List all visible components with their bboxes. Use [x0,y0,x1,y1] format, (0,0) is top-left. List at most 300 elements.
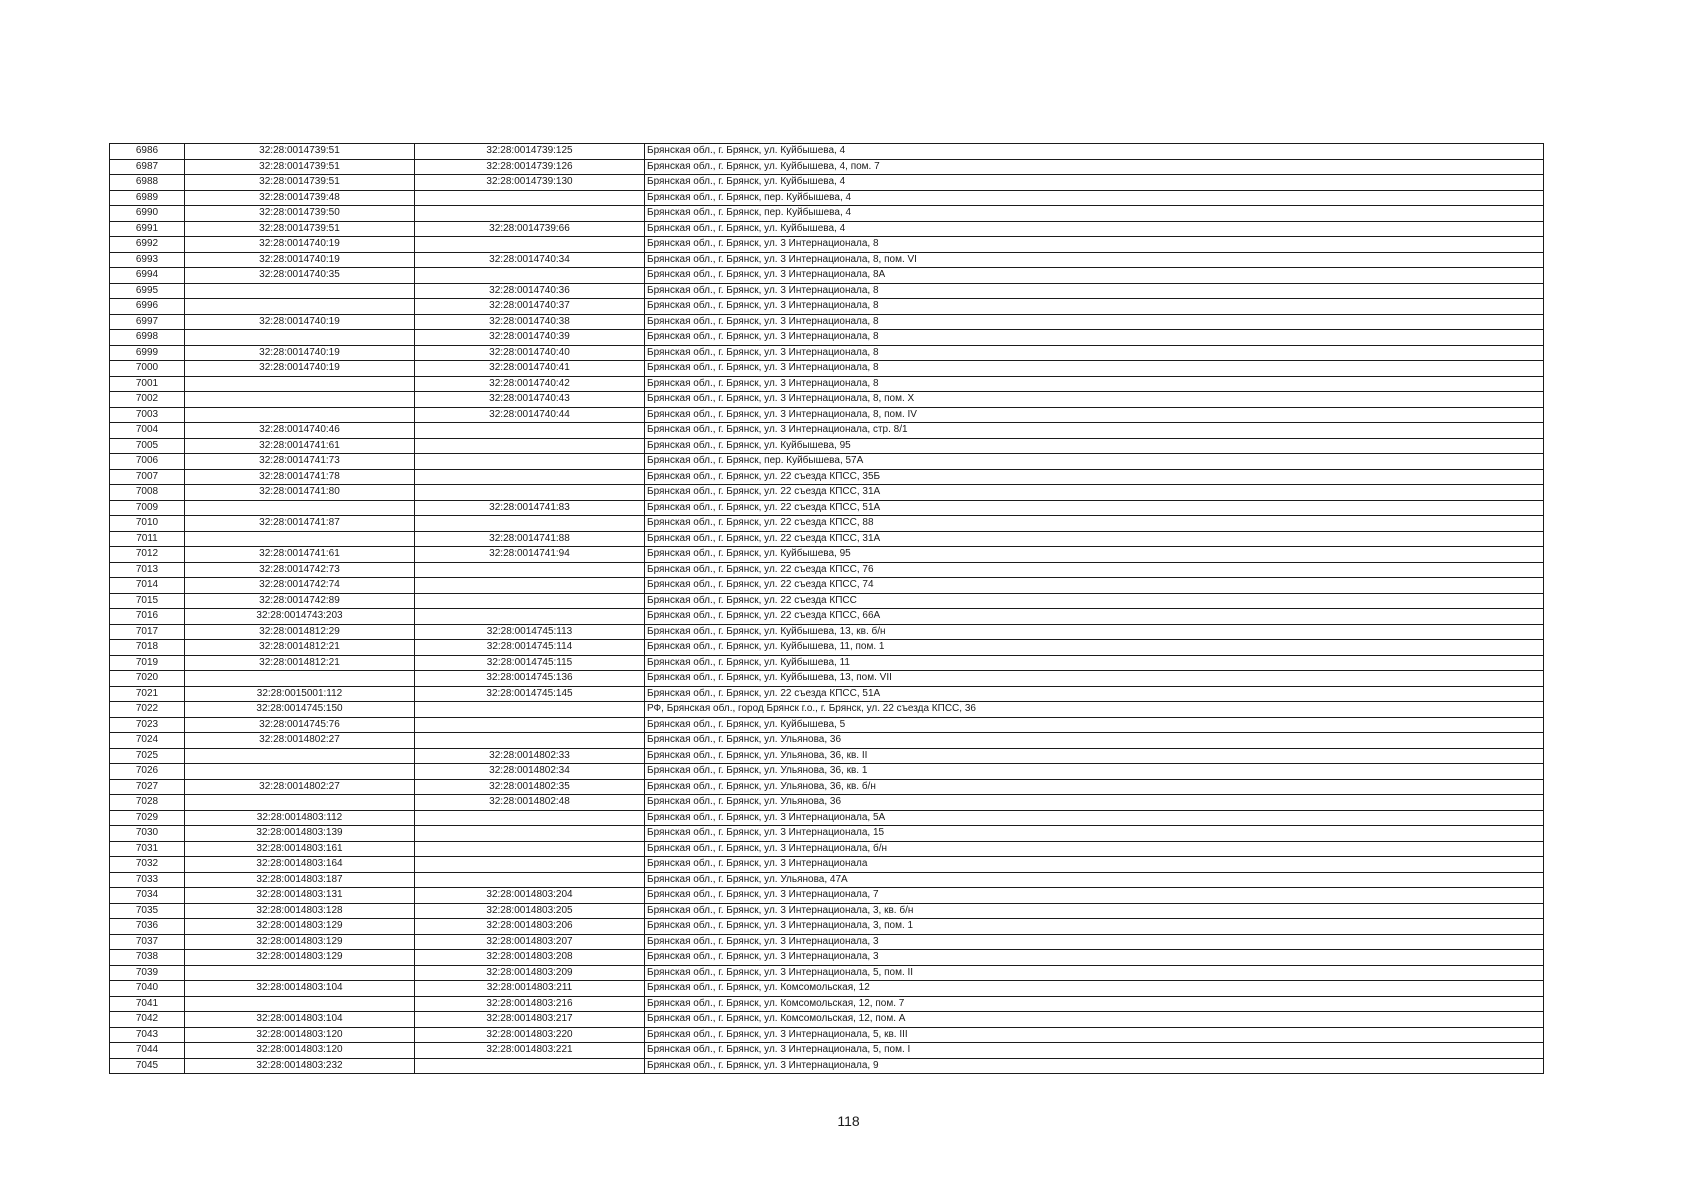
row-number-cell: 6991 [110,221,185,237]
parcel-cadastral-number-cell: 32:28:0014802:27 [185,733,415,749]
parcel-cadastral-number-cell: 32:28:0014739:50 [185,206,415,222]
object-cadastral-number-cell [415,485,645,501]
row-number-cell: 7034 [110,888,185,904]
table-row [110,1027,1544,1043]
table-row [110,190,1544,206]
object-cadastral-number-cell: 32:28:0014802:33 [415,748,645,764]
table-row [110,624,1544,640]
object-cadastral-number-cell: 32:28:0014741:83 [415,500,645,516]
parcel-cadastral-number-cell: 32:28:0014745:150 [185,702,415,718]
address-cell: Брянская обл., г. Брянск, ул. 3 Интернационала, 5, пом. II [645,965,1544,981]
parcel-cadastral-number-cell: 32:28:0014745:76 [185,717,415,733]
table-row [110,252,1544,268]
object-cadastral-number-cell: 32:28:0014740:44 [415,407,645,423]
row-number-cell: 7041 [110,996,185,1012]
parcel-cadastral-number-cell: 32:28:0014741:78 [185,469,415,485]
address-cell: Брянская обл., г. Брянск, ул. Куйбышева, 4, пом. 7 [645,159,1544,175]
row-number-cell: 7018 [110,640,185,656]
table-row [110,469,1544,485]
table-row [110,578,1544,594]
row-number-cell: 7005 [110,438,185,454]
table-row [110,206,1544,222]
address-cell: Брянская обл., г. Брянск, ул. 3 Интернационала, стр. 8/1 [645,423,1544,439]
table-row [110,485,1544,501]
parcel-cadastral-number-cell [185,671,415,687]
table-row [110,175,1544,191]
table-row [110,965,1544,981]
row-number-cell: 7036 [110,919,185,935]
registry-table-body [110,144,1544,1074]
table-row [110,702,1544,718]
row-number-cell: 7011 [110,531,185,547]
table-row [110,795,1544,811]
table-row [110,779,1544,795]
object-cadastral-number-cell: 32:28:0014740:34 [415,252,645,268]
table-row [110,841,1544,857]
row-number-cell: 6995 [110,283,185,299]
table-row [110,345,1544,361]
table-row [110,392,1544,408]
parcel-cadastral-number-cell [185,330,415,346]
parcel-cadastral-number-cell: 32:28:0014739:51 [185,144,415,160]
object-cadastral-number-cell [415,841,645,857]
row-number-cell: 7042 [110,1012,185,1028]
object-cadastral-number-cell: 32:28:0014803:217 [415,1012,645,1028]
object-cadastral-number-cell [415,702,645,718]
address-cell: Брянская обл., г. Брянск, ул. Куйбышева, 4 [645,221,1544,237]
address-cell: Брянская обл., г. Брянск, пер. Куйбышева, 4 [645,190,1544,206]
row-number-cell: 7030 [110,826,185,842]
address-cell: Брянская обл., г. Брянск, ул. 3 Интернационала, 8А [645,268,1544,284]
parcel-cadastral-number-cell: 32:28:0014803:104 [185,1012,415,1028]
object-cadastral-number-cell: 32:28:0014803:207 [415,934,645,950]
row-number-cell: 7020 [110,671,185,687]
table-row [110,423,1544,439]
address-cell: Брянская обл., г. Брянск, ул. 22 съезда КПСС, 31А [645,531,1544,547]
address-cell: Брянская обл., г. Брянск, ул. 3 Интернационала, 3 [645,934,1544,950]
address-cell: Брянская обл., г. Брянск, ул. Куйбышева, 13, пом. VII [645,671,1544,687]
table-row [110,144,1544,160]
address-cell: Брянская обл., г. Брянск, ул. Ульянова, 47А [645,872,1544,888]
row-number-cell: 7006 [110,454,185,470]
row-number-cell: 6996 [110,299,185,315]
address-cell: Брянская обл., г. Брянск, ул. Ульянова, 36 [645,795,1544,811]
object-cadastral-number-cell: 32:28:0014739:66 [415,221,645,237]
address-cell: Брянская обл., г. Брянск, ул. 22 съезда КПСС, 74 [645,578,1544,594]
parcel-cadastral-number-cell [185,283,415,299]
address-cell: Брянская обл., г. Брянск, ул. 3 Интернационала, 5, пом. I [645,1043,1544,1059]
table-row [110,314,1544,330]
parcel-cadastral-number-cell: 32:28:0014803:164 [185,857,415,873]
object-cadastral-number-cell [415,578,645,594]
address-cell: Брянская обл., г. Брянск, ул. 3 Интернационала, 8 [645,314,1544,330]
object-cadastral-number-cell: 32:28:0014803:205 [415,903,645,919]
row-number-cell: 7025 [110,748,185,764]
table-row [110,764,1544,780]
row-number-cell: 7029 [110,810,185,826]
parcel-cadastral-number-cell [185,748,415,764]
parcel-cadastral-number-cell [185,407,415,423]
table-row [110,655,1544,671]
row-number-cell: 7039 [110,965,185,981]
row-number-cell: 7022 [110,702,185,718]
object-cadastral-number-cell [415,872,645,888]
object-cadastral-number-cell [415,810,645,826]
parcel-cadastral-number-cell: 32:28:0014741:73 [185,454,415,470]
registry-table [109,143,1544,1074]
table-row [110,562,1544,578]
object-cadastral-number-cell: 32:28:0014740:39 [415,330,645,346]
parcel-cadastral-number-cell: 32:28:0014803:131 [185,888,415,904]
row-number-cell: 6997 [110,314,185,330]
row-number-cell: 7007 [110,469,185,485]
table-row [110,376,1544,392]
object-cadastral-number-cell [415,857,645,873]
address-cell: Брянская обл., г. Брянск, ул. 3 Интернационала, 5, кв. III [645,1027,1544,1043]
object-cadastral-number-cell [415,733,645,749]
parcel-cadastral-number-cell: 32:28:0014740:19 [185,361,415,377]
table-row [110,996,1544,1012]
table-row [110,407,1544,423]
object-cadastral-number-cell: 32:28:0014745:113 [415,624,645,640]
parcel-cadastral-number-cell: 32:28:0014803:129 [185,934,415,950]
parcel-cadastral-number-cell: 32:28:0014739:51 [185,159,415,175]
address-cell: Брянская обл., г. Брянск, ул. 3 Интернационала, 8, пом. VI [645,252,1544,268]
parcel-cadastral-number-cell: 32:28:0014803:120 [185,1027,415,1043]
row-number-cell: 6989 [110,190,185,206]
object-cadastral-number-cell [415,438,645,454]
parcel-cadastral-number-cell [185,996,415,1012]
parcel-cadastral-number-cell: 32:28:0014742:89 [185,593,415,609]
table-row [110,1012,1544,1028]
object-cadastral-number-cell [415,717,645,733]
row-number-cell: 7033 [110,872,185,888]
object-cadastral-number-cell [415,609,645,625]
address-cell: Брянская обл., г. Брянск, ул. 3 Интернационала, 8 [645,361,1544,377]
object-cadastral-number-cell: 32:28:0014741:94 [415,547,645,563]
table-row [110,547,1544,563]
object-cadastral-number-cell: 32:28:0014740:40 [415,345,645,361]
parcel-cadastral-number-cell [185,531,415,547]
table-row [110,671,1544,687]
row-number-cell: 7027 [110,779,185,795]
address-cell: Брянская обл., г. Брянск, ул. Ульянова, 36, кв. II [645,748,1544,764]
row-number-cell: 6993 [110,252,185,268]
address-cell: Брянская обл., г. Брянск, ул. 3 Интернационала, 8 [645,330,1544,346]
row-number-cell: 7001 [110,376,185,392]
object-cadastral-number-cell: 32:28:0014803:206 [415,919,645,935]
address-cell: Брянская обл., г. Брянск, ул. Куйбышева, 11, пом. 1 [645,640,1544,656]
object-cadastral-number-cell: 32:28:0014803:208 [415,950,645,966]
parcel-cadastral-number-cell: 32:28:0014803:187 [185,872,415,888]
row-number-cell: 6988 [110,175,185,191]
table-row [110,361,1544,377]
address-cell: Брянская обл., г. Брянск, ул. Куйбышева, 95 [645,438,1544,454]
address-cell: Брянская обл., г. Брянск, ул. 22 съезда КПСС, 76 [645,562,1544,578]
table-row [110,934,1544,950]
parcel-cadastral-number-cell: 32:28:0014740:19 [185,345,415,361]
table-row [110,888,1544,904]
table-row [110,221,1544,237]
table-row [110,299,1544,315]
row-number-cell: 7035 [110,903,185,919]
row-number-cell: 7012 [110,547,185,563]
object-cadastral-number-cell: 32:28:0014803:220 [415,1027,645,1043]
row-number-cell: 6998 [110,330,185,346]
object-cadastral-number-cell [415,268,645,284]
parcel-cadastral-number-cell: 32:28:0014803:232 [185,1058,415,1074]
row-number-cell: 7043 [110,1027,185,1043]
parcel-cadastral-number-cell: 32:28:0014803:129 [185,950,415,966]
table-row [110,438,1544,454]
parcel-cadastral-number-cell: 32:28:0014740:35 [185,268,415,284]
object-cadastral-number-cell: 32:28:0014803:209 [415,965,645,981]
table-row [110,826,1544,842]
table-row [110,159,1544,175]
object-cadastral-number-cell [415,190,645,206]
row-number-cell: 7032 [110,857,185,873]
object-cadastral-number-cell: 32:28:0014740:42 [415,376,645,392]
table-row [110,1043,1544,1059]
parcel-cadastral-number-cell: 32:28:0014740:19 [185,314,415,330]
object-cadastral-number-cell [415,562,645,578]
parcel-cadastral-number-cell: 32:28:0014803:128 [185,903,415,919]
address-cell: Брянская обл., г. Брянск, ул. Комсомольская, 12, пом. А [645,1012,1544,1028]
parcel-cadastral-number-cell: 32:28:0014802:27 [185,779,415,795]
parcel-cadastral-number-cell: 32:28:0014739:51 [185,175,415,191]
address-cell: Брянская обл., г. Брянск, ул. 22 съезда КПСС [645,593,1544,609]
parcel-cadastral-number-cell: 32:28:0014740:19 [185,252,415,268]
object-cadastral-number-cell: 32:28:0014740:37 [415,299,645,315]
table-row [110,810,1544,826]
row-number-cell: 7021 [110,686,185,702]
address-cell: Брянская обл., г. Брянск, ул. 3 Интернационала, 3, пом. 1 [645,919,1544,935]
object-cadastral-number-cell: 32:28:0014740:43 [415,392,645,408]
table-row [110,981,1544,997]
object-cadastral-number-cell [415,1058,645,1074]
table-row [110,531,1544,547]
address-cell: Брянская обл., г. Брянск, ул. Ульянова, 36 [645,733,1544,749]
address-cell: Брянская обл., г. Брянск, ул. 22 съезда КПСС, 88 [645,516,1544,532]
object-cadastral-number-cell: 32:28:0014741:88 [415,531,645,547]
parcel-cadastral-number-cell [185,965,415,981]
parcel-cadastral-number-cell: 32:28:0014741:80 [185,485,415,501]
row-number-cell: 6986 [110,144,185,160]
row-number-cell: 7016 [110,609,185,625]
parcel-cadastral-number-cell [185,392,415,408]
row-number-cell: 7019 [110,655,185,671]
object-cadastral-number-cell [415,237,645,253]
address-cell: Брянская обл., г. Брянск, ул. 3 Интернационала, 5А [645,810,1544,826]
parcel-cadastral-number-cell: 32:28:0014742:73 [185,562,415,578]
address-cell: Брянская обл., г. Брянск, ул. 22 съезда КПСС, 51А [645,686,1544,702]
address-cell: Брянская обл., г. Брянск, ул. 3 Интернационала, 15 [645,826,1544,842]
address-cell: Брянская обл., г. Брянск, ул. 3 Интернационала, б/н [645,841,1544,857]
parcel-cadastral-number-cell: 32:28:0014739:51 [185,221,415,237]
parcel-cadastral-number-cell [185,500,415,516]
parcel-cadastral-number-cell: 32:28:0014803:139 [185,826,415,842]
address-cell: Брянская обл., г. Брянск, ул. Куйбышева, 4 [645,144,1544,160]
object-cadastral-number-cell: 32:28:0014740:36 [415,283,645,299]
row-number-cell: 7015 [110,593,185,609]
row-number-cell: 7038 [110,950,185,966]
row-number-cell: 6999 [110,345,185,361]
address-cell: Брянская обл., г. Брянск, ул. 22 съезда КПСС, 31А [645,485,1544,501]
address-cell: Брянская обл., г. Брянск, ул. Комсомольская, 12 [645,981,1544,997]
parcel-cadastral-number-cell: 32:28:0014803:120 [185,1043,415,1059]
table-row [110,237,1544,253]
address-cell: Брянская обл., г. Брянск, ул. 3 Интернационала [645,857,1544,873]
row-number-cell: 6992 [110,237,185,253]
table-row [110,857,1544,873]
object-cadastral-number-cell: 32:28:0014745:136 [415,671,645,687]
object-cadastral-number-cell [415,454,645,470]
table-row [110,903,1544,919]
table-row [110,500,1544,516]
address-cell: Брянская обл., г. Брянск, ул. 3 Интернационала, 8 [645,237,1544,253]
address-cell: Брянская обл., г. Брянск, ул. 22 съезда КПСС, 66А [645,609,1544,625]
object-cadastral-number-cell: 32:28:0014803:216 [415,996,645,1012]
row-number-cell: 7026 [110,764,185,780]
row-number-cell: 7023 [110,717,185,733]
object-cadastral-number-cell [415,423,645,439]
object-cadastral-number-cell: 32:28:0014739:130 [415,175,645,191]
object-cadastral-number-cell: 32:28:0014740:38 [415,314,645,330]
row-number-cell: 7028 [110,795,185,811]
address-cell: Брянская обл., г. Брянск, ул. 3 Интернационала, 8 [645,283,1544,299]
object-cadastral-number-cell: 32:28:0014802:34 [415,764,645,780]
row-number-cell: 6994 [110,268,185,284]
parcel-cadastral-number-cell: 32:28:0014812:29 [185,624,415,640]
address-cell: Брянская обл., г. Брянск, ул. Куйбышева, 4 [645,175,1544,191]
address-cell: РФ, Брянская обл., город Брянск г.о., г. Брянск, ул. 22 съезда КПСС, 36 [645,702,1544,718]
table-row [110,268,1544,284]
address-cell: Брянская обл., г. Брянск, ул. 22 съезда КПСС, 35Б [645,469,1544,485]
row-number-cell: 7024 [110,733,185,749]
address-cell: Брянская обл., г. Брянск, ул. Куйбышева, 95 [645,547,1544,563]
address-cell: Брянская обл., г. Брянск, ул. 3 Интернационала, 7 [645,888,1544,904]
parcel-cadastral-number-cell: 32:28:0014741:61 [185,547,415,563]
parcel-cadastral-number-cell: 32:28:0014803:104 [185,981,415,997]
table-row [110,454,1544,470]
object-cadastral-number-cell: 32:28:0014802:48 [415,795,645,811]
object-cadastral-number-cell: 32:28:0014745:145 [415,686,645,702]
row-number-cell: 7045 [110,1058,185,1074]
table-row [110,919,1544,935]
row-number-cell: 7004 [110,423,185,439]
address-cell: Брянская обл., г. Брянск, ул. 3 Интернационала, 8 [645,299,1544,315]
row-number-cell: 7040 [110,981,185,997]
table-row [110,640,1544,656]
parcel-cadastral-number-cell [185,299,415,315]
parcel-cadastral-number-cell: 32:28:0014740:46 [185,423,415,439]
parcel-cadastral-number-cell: 32:28:0014741:87 [185,516,415,532]
parcel-cadastral-number-cell: 32:28:0014812:21 [185,655,415,671]
address-cell: Брянская обл., г. Брянск, ул. Куйбышева, 11 [645,655,1544,671]
address-cell: Брянская обл., г. Брянск, ул. 3 Интернационала, 8 [645,345,1544,361]
object-cadastral-number-cell: 32:28:0014803:221 [415,1043,645,1059]
parcel-cadastral-number-cell: 32:28:0014743:203 [185,609,415,625]
row-number-cell: 7037 [110,934,185,950]
address-cell: Брянская обл., г. Брянск, ул. Куйбышева, 5 [645,717,1544,733]
parcel-cadastral-number-cell [185,795,415,811]
parcel-cadastral-number-cell: 32:28:0014742:74 [185,578,415,594]
address-cell: Брянская обл., г. Брянск, ул. 22 съезда КПСС, 51А [645,500,1544,516]
row-number-cell: 7008 [110,485,185,501]
object-cadastral-number-cell: 32:28:0014803:204 [415,888,645,904]
object-cadastral-number-cell: 32:28:0014745:115 [415,655,645,671]
table-row [110,950,1544,966]
object-cadastral-number-cell: 32:28:0014740:41 [415,361,645,377]
table-row [110,748,1544,764]
row-number-cell: 7017 [110,624,185,640]
address-cell: Брянская обл., г. Брянск, ул. 3 Интернационала, 8, пом. X [645,392,1544,408]
parcel-cadastral-number-cell: 32:28:0014812:21 [185,640,415,656]
parcel-cadastral-number-cell: 32:28:0014740:19 [185,237,415,253]
table-row [110,1058,1544,1074]
address-cell: Брянская обл., г. Брянск, ул. 3 Интернационала, 9 [645,1058,1544,1074]
row-number-cell: 7044 [110,1043,185,1059]
table-row [110,516,1544,532]
table-row [110,283,1544,299]
page-number: 118 [837,1113,860,1129]
address-cell: Брянская обл., г. Брянск, ул. 3 Интернационала, 8, пом. IV [645,407,1544,423]
parcel-cadastral-number-cell: 32:28:0014739:48 [185,190,415,206]
address-cell: Брянская обл., г. Брянск, ул. Ульянова, 36, кв. 1 [645,764,1544,780]
table-row [110,609,1544,625]
parcel-cadastral-number-cell: 32:28:0015001:112 [185,686,415,702]
row-number-cell: 6987 [110,159,185,175]
object-cadastral-number-cell [415,593,645,609]
object-cadastral-number-cell: 32:28:0014745:114 [415,640,645,656]
parcel-cadastral-number-cell: 32:28:0014803:129 [185,919,415,935]
object-cadastral-number-cell: 32:28:0014802:35 [415,779,645,795]
address-cell: Брянская обл., г. Брянск, ул. 3 Интернационала, 3, кв. б/н [645,903,1544,919]
table-row [110,686,1544,702]
object-cadastral-number-cell [415,469,645,485]
address-cell: Брянская обл., г. Брянск, ул. 3 Интернационала, 8 [645,376,1544,392]
parcel-cadastral-number-cell: 32:28:0014741:61 [185,438,415,454]
object-cadastral-number-cell: 32:28:0014739:125 [415,144,645,160]
row-number-cell: 6990 [110,206,185,222]
row-number-cell: 7014 [110,578,185,594]
object-cadastral-number-cell [415,826,645,842]
table-row [110,733,1544,749]
table-row [110,330,1544,346]
object-cadastral-number-cell [415,206,645,222]
address-cell: Брянская обл., г. Брянск, пер. Куйбышева, 57А [645,454,1544,470]
table-row [110,872,1544,888]
parcel-cadastral-number-cell [185,376,415,392]
row-number-cell: 7013 [110,562,185,578]
address-cell: Брянская обл., г. Брянск, ул. Ульянова, 36, кв. б/н [645,779,1544,795]
object-cadastral-number-cell [415,516,645,532]
table-row [110,717,1544,733]
parcel-cadastral-number-cell: 32:28:0014803:112 [185,810,415,826]
parcel-cadastral-number-cell: 32:28:0014803:161 [185,841,415,857]
address-cell: Брянская обл., г. Брянск, пер. Куйбышева, 4 [645,206,1544,222]
row-number-cell: 7003 [110,407,185,423]
row-number-cell: 7000 [110,361,185,377]
address-cell: Брянская обл., г. Брянск, ул. 3 Интернационала, 3 [645,950,1544,966]
object-cadastral-number-cell: 32:28:0014739:126 [415,159,645,175]
row-number-cell: 7009 [110,500,185,516]
object-cadastral-number-cell: 32:28:0014803:211 [415,981,645,997]
parcel-cadastral-number-cell [185,764,415,780]
address-cell: Брянская обл., г. Брянск, ул. Комсомольская, 12, пом. 7 [645,996,1544,1012]
row-number-cell: 7010 [110,516,185,532]
row-number-cell: 7031 [110,841,185,857]
